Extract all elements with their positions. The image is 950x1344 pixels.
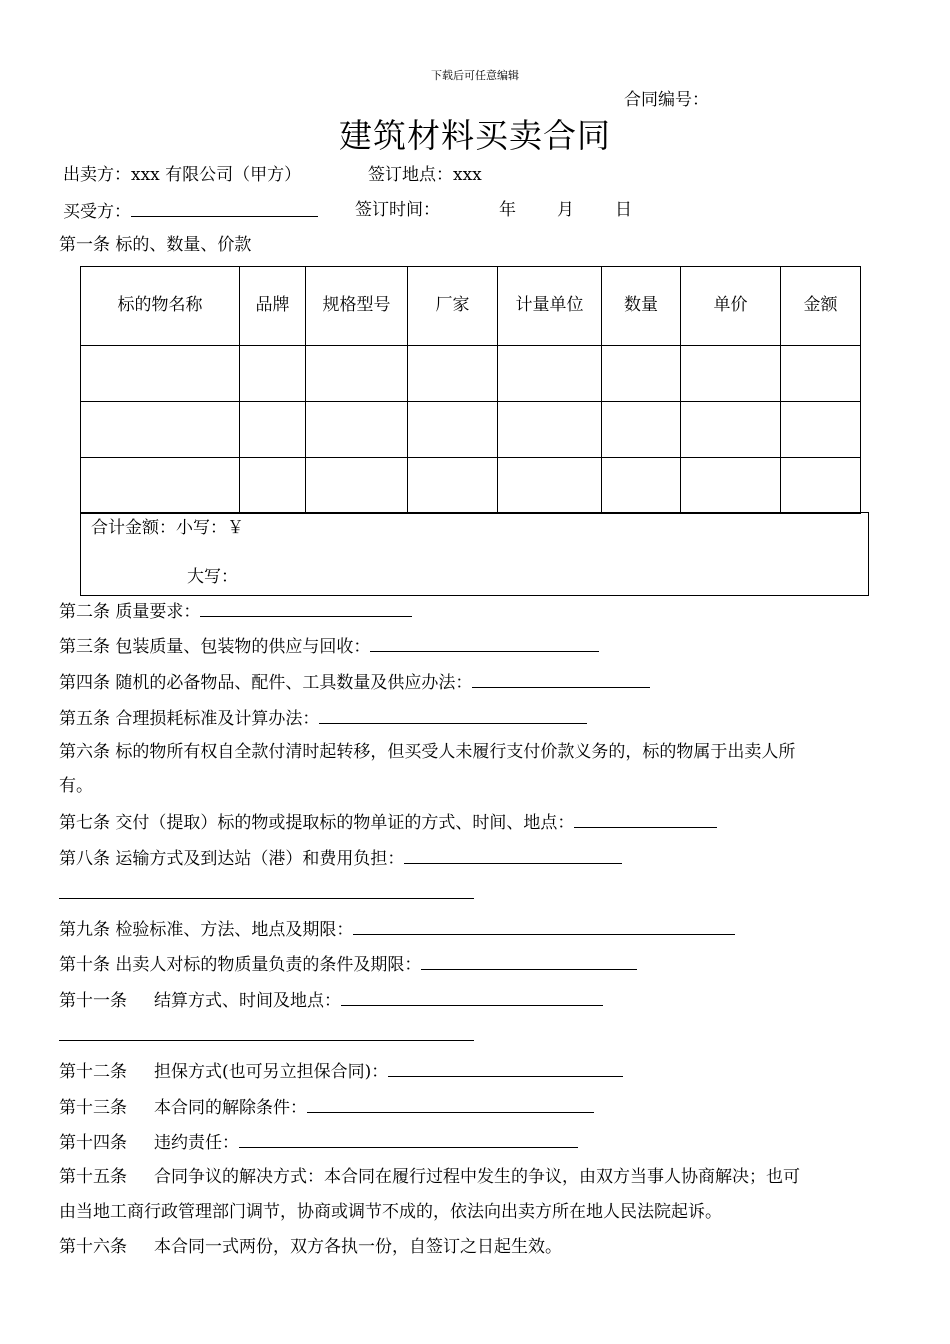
article-2 (59, 599, 412, 623)
header-cell: 厂家 (408, 267, 498, 346)
article-11-blank-line-2[interactable] (59, 1040, 474, 1041)
total-big-label: 大写： (187, 567, 238, 587)
table-cell[interactable] (781, 346, 861, 402)
article-12-text: 第十二条 担保方式(也可另立担保合同)： (59, 1062, 389, 1082)
article-4-text: 第四条 随机的必备物品、配件、工具数量及供应办法： (59, 673, 473, 693)
table-cell[interactable] (408, 346, 498, 402)
article-7-text: 第七条 交付（提取）标的物或提取标的物单证的方式、时间、地点： (59, 813, 575, 833)
sign-month: 月 (557, 200, 574, 220)
items-table (80, 266, 861, 514)
article-1: 第一条 标的、数量、价款 (59, 235, 252, 255)
article-10-text: 第十条 出卖人对标的物质量负责的条件及期限： (59, 955, 422, 975)
article-5-text: 第五条 合理损耗标准及计算办法： (59, 709, 320, 729)
table-cell[interactable] (681, 458, 781, 514)
table-cell[interactable] (306, 346, 408, 402)
table-cell[interactable] (81, 458, 240, 514)
article-5 (59, 706, 587, 730)
table-row (81, 458, 861, 514)
article-16: 第十六条 本合同一式两份，双方各执一份，自签订之日起生效。 (59, 1237, 563, 1257)
article-6-line-2: 有。 (59, 776, 93, 796)
header-cell: 规格型号 (306, 267, 408, 346)
table-cell[interactable] (498, 346, 602, 402)
table-cell[interactable] (306, 402, 408, 458)
buyer-blank[interactable] (131, 199, 318, 217)
table-cell[interactable] (408, 402, 498, 458)
article-3 (59, 634, 599, 658)
sign-place: 签订地点：xxx (368, 165, 482, 185)
header-cell: 单价 (681, 267, 781, 346)
header-cell: 计量单位 (498, 267, 602, 346)
table-cell[interactable] (498, 458, 602, 514)
header-cell: 标的物名称 (81, 267, 240, 346)
buyer-label: 买受方： (63, 202, 131, 222)
header-cell: 数量 (602, 267, 681, 346)
page-title: 建筑材料买卖合同 (339, 116, 611, 155)
article-10-blank[interactable] (421, 952, 637, 970)
table-row (81, 402, 861, 458)
article-13-text: 第十三条 本合同的解除条件： (59, 1098, 308, 1118)
table-cell[interactable] (408, 458, 498, 514)
article-8 (59, 846, 622, 870)
article-11 (59, 988, 603, 1012)
sign-year: 年 (499, 200, 516, 220)
article-3-text: 第三条 包装质量、包装物的供应与回收： (59, 637, 371, 657)
table-cell[interactable] (240, 402, 306, 458)
sign-day: 日 (615, 200, 632, 220)
article-7 (59, 810, 717, 834)
table-cell[interactable] (306, 458, 408, 514)
total-amount-box (80, 512, 869, 596)
article-9 (59, 917, 735, 941)
article-11-blank[interactable] (341, 988, 603, 1006)
article-10 (59, 952, 637, 976)
total-small-label: 合计金额：小写：￥ (91, 518, 244, 538)
buyer-line (63, 199, 318, 223)
article-11-text: 第十一条 结算方式、时间及地点： (59, 991, 342, 1011)
article-13-blank[interactable] (307, 1095, 594, 1113)
article-4-blank[interactable] (472, 670, 650, 688)
sign-time-label: 签订时间： (355, 200, 440, 220)
article-8-blank[interactable] (404, 846, 622, 864)
header-cell: 品牌 (240, 267, 306, 346)
article-9-text: 第九条 检验标准、方法、地点及期限： (59, 920, 354, 940)
table-cell[interactable] (781, 458, 861, 514)
article-12-blank[interactable] (388, 1059, 623, 1077)
article-5-blank[interactable] (319, 706, 587, 724)
table-cell[interactable] (602, 458, 681, 514)
article-7-blank[interactable] (574, 810, 717, 828)
table-cell[interactable] (602, 402, 681, 458)
article-8-text: 第八条 运输方式及到达站（港）和费用负担： (59, 849, 405, 869)
article-2-blank[interactable] (200, 599, 412, 617)
article-6-line-1: 第六条 标的物所有权自全款付清时起转移，但买受人未履行支付价款义务的，标的物属于出卖人所 (59, 742, 796, 762)
table-cell[interactable] (681, 346, 781, 402)
table-row (81, 346, 861, 402)
table-cell[interactable] (681, 402, 781, 458)
table-cell[interactable] (498, 402, 602, 458)
article-8-blank-line-2[interactable] (59, 898, 474, 899)
table-cell[interactable] (240, 346, 306, 402)
table-cell[interactable] (602, 346, 681, 402)
article-9-blank[interactable] (353, 917, 735, 935)
table-header-row (81, 267, 861, 346)
article-15-line-1: 第十五条 合同争议的解决方式：本合同在履行过程中发生的争议，由双方当事人协商解决；也可 (59, 1167, 801, 1187)
seller-line: 出卖方：xxx 有限公司（甲方） (63, 165, 302, 185)
edit-note: 下载后可任意编辑 (431, 69, 519, 82)
article-14 (59, 1130, 578, 1154)
table-cell[interactable] (81, 346, 240, 402)
contract-number-label: 合同编号： (624, 90, 709, 110)
table-cell[interactable] (240, 458, 306, 514)
article-14-blank[interactable] (239, 1130, 578, 1148)
table-cell[interactable] (781, 402, 861, 458)
article-3-blank[interactable] (370, 634, 599, 652)
header-cell: 金额 (781, 267, 861, 346)
article-4 (59, 670, 650, 694)
article-2-text: 第二条 质量要求： (59, 602, 201, 622)
article-13 (59, 1095, 594, 1119)
article-14-text: 第十四条 违约责任： (59, 1133, 240, 1153)
article-15-line-2: 由当地工商行政管理部门调节，协商或调节不成的，依法向出卖方所在地人民法院起诉。 (59, 1202, 722, 1222)
article-12 (59, 1059, 623, 1083)
table-cell[interactable] (81, 402, 240, 458)
